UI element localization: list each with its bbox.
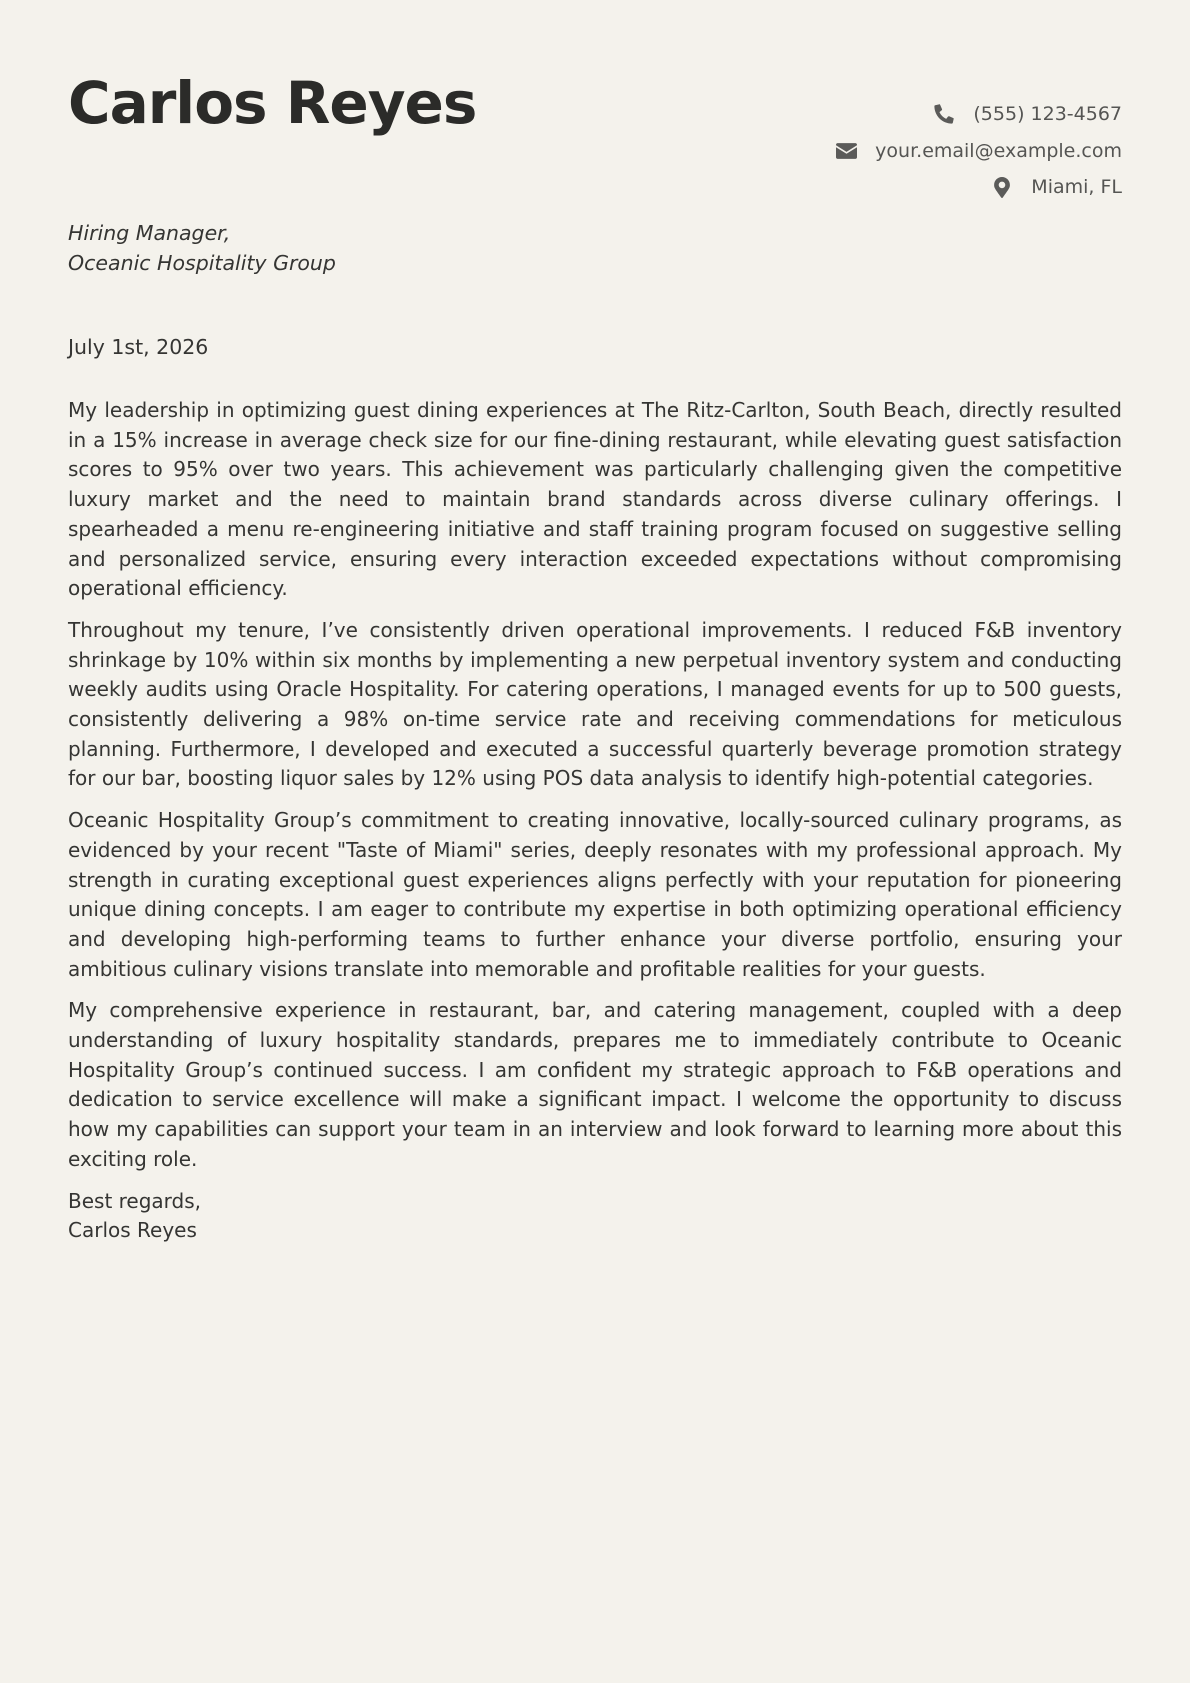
letter-date: July 1st, 2026	[68, 335, 209, 359]
letter-header	[68, 0, 1122, 200]
closing-signature: Carlos Reyes	[68, 1218, 197, 1243]
closing-salutation: Best regards,	[68, 1188, 202, 1213]
contact-phone	[835, 96, 1122, 133]
phone-text: (555) 123-4567	[973, 103, 1122, 126]
cover-letter-page	[68, 0, 1122, 1683]
map-pin-icon	[991, 176, 1013, 198]
recipient-title: Hiring Manager,	[68, 221, 231, 245]
contact-info	[835, 96, 1122, 206]
body-paragraph-2: Throughout my tenure, I’ve consistently driven operational improvements. I reduced F&B inventory shrinkage by 10% within six months by implementing a new perpetual inventory system and conducting weekly audits using Oracle Hospitality. For catering operations, I managed events for up to 500 guests, consistently delivering a 98% on-time service rate and receiving commendations for meticulous planning. Furthermore, I developed and executed a successful quarterly beverage promotion strategy for our bar, boosting liquor sales by 12% using POS data analysis to identify high-potential categories.	[68, 617, 1122, 791]
phone-icon	[933, 103, 955, 125]
contact-email	[835, 133, 1122, 170]
body-paragraph-3: Oceanic Hospitality Group’s commitment to creating innovative, locally-sourced culinary programs, as evidenced by your recent "Taste of Miami" series, deeply resonates with my professional approach. My strength in curating exceptional guest experiences aligns perfectly with your reputation for pioneering unique dining concepts. I am eager to contribute my expertise in both optimizing operational efficiency and developing high-performing teams to further enhance your diverse portfolio, ensuring your ambitious culinary visions translate into memorable and profitable realities for your guests.	[68, 808, 1122, 981]
letter-closing	[68, 1187, 1122, 1246]
applicant-name: Carlos Reyes	[68, 69, 477, 137]
envelope-icon	[835, 140, 857, 162]
recipient-company: Oceanic Hospitality Group	[68, 251, 336, 275]
contact-location	[835, 169, 1122, 206]
letter-body	[68, 396, 1122, 1246]
email-text: your.email@example.com	[875, 139, 1122, 162]
recipient-block	[68, 218, 336, 278]
body-paragraph-4: My comprehensive experience in restaurant, bar, and catering management, coupled with a deep understanding of luxury hospitality standards, prepares me to immediately contribute to Oceanic Hospitality Group’s continued success. I am confident my strategic approach to F&B operations and dedication to service excellence will make a significant impact. I welcome the opportunity to discuss how my capabilities can support your team in an interview and look forward to learning more about this exciting role.	[68, 998, 1122, 1171]
body-paragraph-1: My leadership in optimizing guest dining experiences at The Ritz-Carlton, South Beach, directly resulted in a 15% increase in average check size for our fine-dining restaurant, while elevating guest satisfaction scores to 95% over two years. This achievement was particularly challenging given the competitive luxury market and the need to maintain brand standards across diverse culinary offerings. I spearheaded a menu re-engineering initiative and staff training program focused on suggestive selling and personalized service, ensuring every interaction exceeded expectations without compromising operational efficiency.	[68, 398, 1122, 601]
location-text: Miami, FL	[1031, 176, 1122, 199]
